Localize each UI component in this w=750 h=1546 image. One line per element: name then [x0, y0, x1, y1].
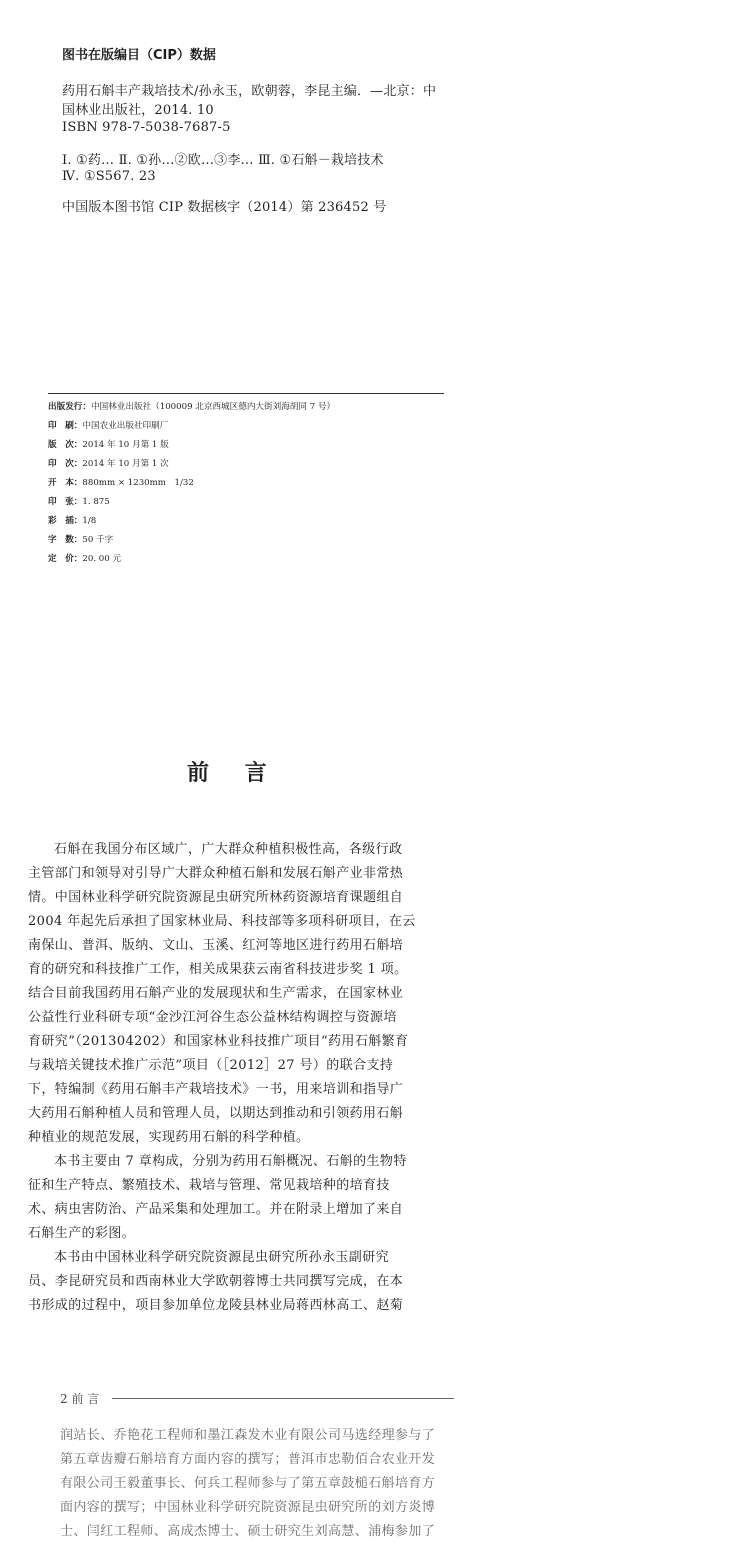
publication-row — [48, 554, 121, 565]
publication-row — [48, 459, 169, 470]
preface-line: 育研究”（201304202）和国家林业科技推广项目“药用石斛繁育 — [28, 1034, 409, 1049]
publication-row — [48, 402, 335, 413]
publication-label: 印 刷： — [48, 421, 83, 431]
preface-line: 术、病虫害防治、产品采集和处理加工。并在附录上增加了来自 — [28, 1202, 404, 1217]
preface-line: 与栽培关键技术推广示范”项目（［2012］27 号）的联合支持 — [28, 1058, 394, 1073]
preface-line: 本书由中国林业科学研究院资源昆虫研究所孙永玉副研究 — [54, 1250, 390, 1265]
publication-value: 1/8 — [82, 516, 97, 526]
publication-value: 2014 年 10 月第 1 版 — [82, 440, 169, 450]
publication-row — [48, 535, 113, 546]
publication-row — [48, 421, 168, 432]
preface-line: 石斛在我国分布区域广，广大群众种植积极性高，各级行政 — [54, 842, 403, 857]
cip-line: Ⅰ. ①药… Ⅱ. ①孙…②欧…③李… Ⅲ. ①石斛－栽培技术 — [62, 153, 384, 168]
running-header: 2 前 言 — [60, 1392, 100, 1406]
publication-row — [48, 516, 96, 527]
publication-label: 彩 插： — [48, 516, 83, 526]
divider-rule — [48, 393, 444, 394]
preface-line: 南保山、普洱、版纳、文山、玉溪、红河等地区进行药用石斛培 — [28, 938, 404, 953]
publication-value: 20. 00 元 — [82, 554, 122, 564]
publication-value: 中国农业出版社印刷厂 — [82, 421, 169, 431]
preface-title: 前 言 — [187, 761, 281, 786]
publication-value: 2014 年 10 月第 1 次 — [82, 459, 169, 469]
preface-line: 石斛生产的彩图。 — [28, 1226, 136, 1241]
preface-line: 征和生产特点、繁殖技术、栽培与管理、常见栽培种的培育技 — [28, 1178, 390, 1193]
cip-heading: 图书在版编目（CIP）数据 — [62, 48, 216, 63]
publication-label: 印 次： — [48, 459, 83, 469]
publication-row — [48, 440, 169, 451]
publication-label: 字 数： — [48, 535, 83, 545]
preface-line: 情。中国林业科学研究院资源昆虫研究所林药资源培育课题组自 — [28, 890, 404, 905]
preface-line: 下，特编制《药用石斛丰产栽培技术》一书，用来培训和指导广 — [28, 1082, 404, 1097]
publication-label: 版 次： — [48, 440, 83, 450]
header-rule — [112, 1398, 454, 1399]
cip-line: Ⅳ. ①S567. 23 — [62, 169, 156, 184]
page2-line: 面内容的撰写；中国林业科学研究院资源昆虫研究所的刘方炎博 — [60, 1500, 436, 1515]
publication-value: 中国林业出版社（100009 北京西城区德内大街刘海胡同 7 号） — [90, 402, 336, 412]
preface-line: 种植业的规范发展，实现药用石斛的科学种植。 — [28, 1130, 310, 1145]
preface-line: 公益性行业科研专项“金沙江河谷生态公益林结构调控与资源培 — [28, 1010, 397, 1025]
page2-line: 第五章齿瓣石斛培育方面内容的撰写；普洱市忠勒佰合农业开发 — [60, 1452, 436, 1467]
publication-label: 出版发行： — [48, 402, 91, 412]
publication-row — [48, 478, 194, 489]
cip-line: 中国版本图书馆 CIP 数据核字（2014）第 236452 号 — [62, 200, 387, 215]
page2-line: 润站长、乔艳花工程师和墨江森发木业有限公司马选经理参与了 — [60, 1428, 436, 1443]
cip-line: 药用石斛丰产栽培技术/孙永玉，欧朝蓉，李昆主编．—北京：中 — [62, 84, 437, 99]
publication-label: 定 价： — [48, 554, 83, 564]
publication-label: 印 张： — [48, 497, 83, 507]
preface-line: 2004 年起先后承担了国家林业局、科技部等多项科研项目，在云 — [28, 914, 416, 929]
preface-line: 主管部门和领导对引导广大群众种植石斛和发展石斛产业非常热 — [28, 866, 404, 881]
publication-value: 50 千字 — [82, 535, 114, 545]
preface-line: 结合目前我国药用石斛产业的发展现状和生产需求，在国家林业 — [28, 986, 404, 1001]
publication-value: 880mm × 1230mm 1/32 — [82, 478, 194, 488]
preface-line: 本书主要由 7 章构成，分别为药用石斛概况、石斛的生物特 — [54, 1154, 407, 1169]
preface-line: 书形成的过程中，项目参加单位龙陵县林业局蒋西林高工、赵菊 — [28, 1298, 404, 1313]
cip-line: ISBN 978-7-5038-7687-5 — [62, 120, 231, 135]
page2-line: 士、闫红工程师、高成杰博士、硕士研究生刘高慧、浦梅参加了 — [60, 1524, 436, 1539]
publication-label: 开 本： — [48, 478, 83, 488]
publication-value: 1. 875 — [82, 497, 110, 507]
page2-line: 有限公司王毅董事长、何兵工程师参与了第五章鼓槌石斛培育方 — [60, 1476, 436, 1491]
preface-line: 大药用石斛种植人员和管理人员，以期达到推动和引领药用石斛 — [28, 1106, 404, 1121]
cip-line: 国林业出版社，2014. 10 — [62, 103, 214, 118]
preface-line: 员、李昆研究员和西南林业大学欧朝蓉博士共同撰写完成，在本 — [28, 1274, 404, 1289]
preface-line: 育的研究和科技推广工作，相关成果获云南省科技进步奖 1 项。 — [28, 962, 408, 977]
publication-row — [48, 497, 110, 508]
